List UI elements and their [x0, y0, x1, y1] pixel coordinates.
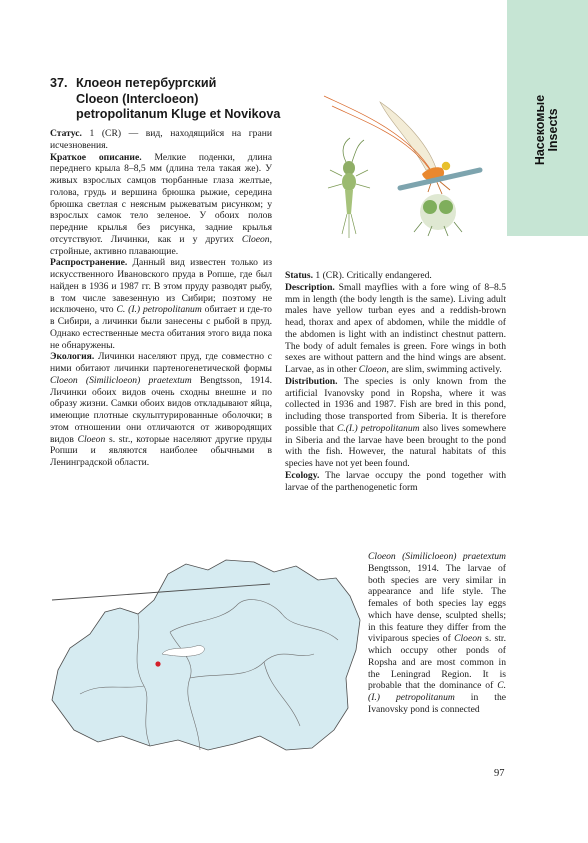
- record-location-marker: [155, 661, 160, 666]
- species-title-latin: Cloeon (Intercloeon): [76, 91, 199, 106]
- eye-detail-drawing: [414, 194, 462, 236]
- adult-wing: [380, 102, 436, 170]
- adult-turban-eye: [442, 162, 450, 170]
- species-number: 37.: [50, 76, 68, 90]
- ru-ecology-paragraph: Экология. Личинки населяют пруд, где совместно с ними обитают личинки партеногенетической формы Cloeon (Similicloeon) praetextum Bengtsson, 1914. Личинки обоих видов очень сходны внешне и по образу жизни. Самки обоих видов откладывают яйца, имеющие плотные скульптурированные оболочки; в этом отношении они отличаются от живородящих видов Cloeon s. str., которые населяют другие пруды Ропши и являются наиболее обычными в Ленинградской области.: [50, 351, 272, 468]
- en-ecology-start: Ecology. The larvae occupy the pond together with larvae of the parthenogenetic form: [285, 469, 506, 493]
- section-label-ru: Насекомые: [533, 94, 547, 166]
- species-title-ru: Клоеон петербургский: [76, 76, 217, 90]
- mayfly-illustration: [318, 92, 488, 242]
- english-text-column: [285, 270, 506, 493]
- adult-cercus-1: [324, 96, 432, 172]
- distribution-map: [50, 550, 363, 755]
- ru-distribution-paragraph: Распространение. Данный вид известен только из искусственного Ивановского пруда в Ропше, где был найден в 1936 и 1987 гг. В этом пруду разводят рыбу, в том числе завезенную из Сибири; поэтому не исключено, что C. (I.) petropolitanum обитает и где-то в Сибири, а личинки были занесены с рыбой в пруд. Однако естественные места обитания этого вида пока не обнаружены.: [50, 257, 272, 351]
- ru-description-paragraph: Краткое описание. Мелкие поденки, длина переднего крыла 8–8,5 мм (длина тела такая же). У живых взрослых самцов тюрбанные глаза желтые, голова, грудь и вершина брюшка рыжие, середина брюшка светлая с неясным рыжеватым рисунком; у взрослых самок тело зеленое. У обоих полов передние крылья без рисунка, задние крылья отсутствуют. Личинки, как и у других Cloeon, стройные, активно плавающие.: [50, 151, 272, 257]
- russian-text-column: [50, 128, 272, 469]
- english-ecology-continuation: [368, 551, 506, 716]
- page-number: 97: [494, 768, 505, 779]
- species-title-authors: petropolitanum Kluge et Novikova: [76, 107, 281, 121]
- en-ecology-paragraph: Cloeon (Similicloeon) praetextum Bengtsson, 1914. The larvae of both species are very similar in appearance and life style. The females of both species lay eggs which have dense, sculpted shells; in this feature they differ from the viviparous species of Cloeon s. str. which occupy other ponds of Ropsha and are most common in the Leningrad Region. It is probable that the dominance of C.(I.) petropolitanum in the Ivanovsky pond is connected: [368, 551, 506, 715]
- section-label-en: Insects: [546, 108, 560, 152]
- en-description-paragraph: Description. Small mayflies with a fore wing of 8–8.5 mm in length (the body length is the same). Living adult males have yellow turban eyes and a reddish-brown head, thorax and apex of abdomen, while the middle of the abdomen is light with an indistinct chestnut pattern. The body of adult females is green. Fore wings in both sexes are without pattern and the hind wings are absent. Larvae, as in other Cloeon, are slim, swimming actively.: [285, 281, 506, 375]
- ru-status-paragraph: Статус. 1 (CR) — вид, находящийся на грани исчезновения.: [50, 128, 272, 151]
- section-label: [534, 80, 560, 180]
- en-distribution-paragraph: Distribution. The species is only known from the artificial Ivanovsky pond in Ropsha, where it was collected in 1936 and 1987. Fish are bred in this pond, including those transported from Siberia. It is therefore possible that C.(I.) petropolitanum also lives somewhere in Siberia and the larvae have been brought to the pond with the fish. However, the natural habitats of this species have not yet been found.: [285, 375, 506, 469]
- en-status-paragraph: Status. 1 (CR). Critically endangered.: [285, 270, 432, 281]
- larva-drawing: [328, 138, 370, 238]
